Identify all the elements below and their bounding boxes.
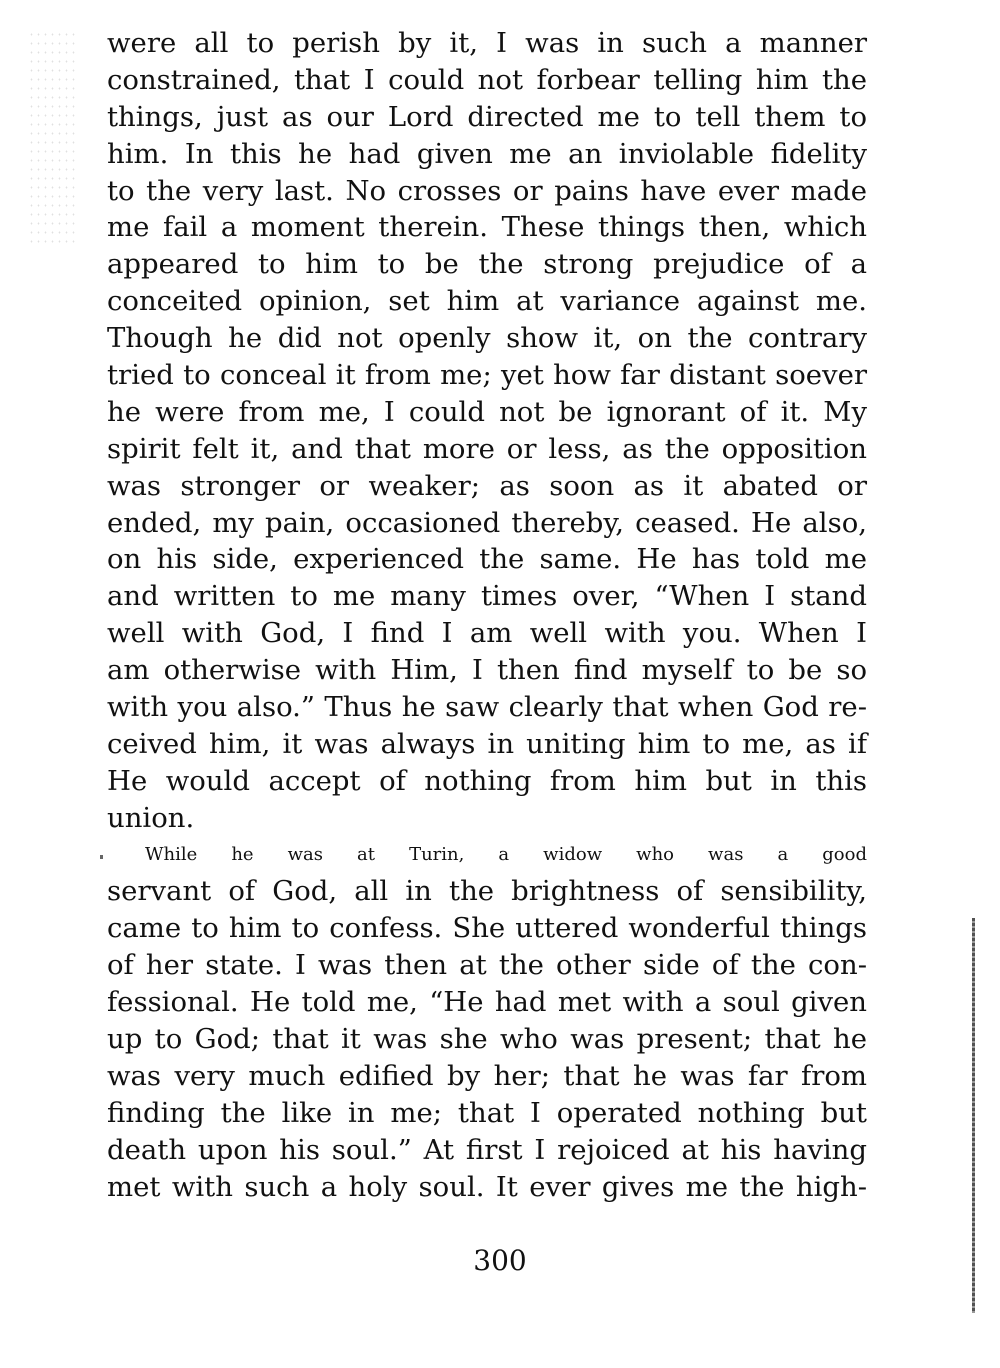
text-line: spirit felt it, and that more or less, as the opposition [107, 432, 867, 465]
text-line: conceited opinion, set him at variance against me. [107, 285, 867, 318]
text-line: servant of God, all in the brightness of sensibility, [107, 875, 867, 908]
text-line: appeared to him to be the strong prejudice of a [107, 248, 867, 281]
text-line: up to God; that it was she who was present; that he [107, 1023, 867, 1056]
text-line: on his side, experienced the same. He has told me [107, 543, 867, 576]
text-line: constrained, that I could not forbear telling him the [107, 63, 867, 96]
text-line: tried to conceal it from me; yet how far distant soever [107, 359, 867, 392]
text-line: to the very last. No crosses or pains have ever made [107, 174, 867, 207]
text-line: He would accept of nothing from him but in this [107, 764, 867, 797]
text-line: ceived him, it was always in uniting him to me, as if [107, 727, 867, 760]
text-line: of her state. I was then at the other side of the con- [107, 949, 867, 982]
body-text [107, 25, 867, 1206]
text-line: was very much edified by her; that he was far from [107, 1059, 867, 1092]
text-line: ended, my pain, occasioned thereby, ceased. He also, [107, 506, 867, 539]
text-line: death upon his soul.” At first I rejoiced at his having [107, 1133, 867, 1166]
scan-speckle [28, 30, 76, 245]
text-line: Though he did not openly show it, on the contrary [107, 322, 867, 355]
text-line: and written to me many times over, “When I stand [107, 580, 867, 613]
text-line: with you also.” Thus he saw clearly that when God re- [107, 691, 867, 724]
text-line: were all to perish by it, I was in such a manner [107, 27, 867, 59]
scan-mark [100, 855, 103, 859]
text-line: am otherwise with Him, I then find myself to be so [107, 654, 867, 687]
text-line: well with God, I find I am well with you. When I [107, 617, 867, 650]
text-line: came to him to confess. She uttered wonderful things [107, 912, 867, 945]
text-line: me fail a moment therein. These things then, which [107, 211, 867, 244]
paragraph-end-line: union. [107, 801, 195, 834]
text-line: fessional. He told me, “He had met with a soul given [107, 986, 867, 1019]
scan-edge [972, 918, 975, 1313]
page-number: 300 [473, 1244, 527, 1277]
paragraph-start-line: While he was at Turin, a widow who was a good [145, 843, 867, 865]
text-line: was stronger or weaker; as soon as it abated or [107, 469, 867, 502]
text-line: met with such a holy soul. It ever gives me the high- [107, 1170, 867, 1203]
text-line: he were from me, I could not be ignorant of it. My [107, 395, 867, 428]
text-line: finding the like in me; that I operated nothing but [107, 1096, 867, 1129]
text-line: him. In this he had given me an inviolable fidelity [107, 137, 867, 170]
text-line: things, just as our Lord directed me to tell them to [107, 100, 867, 133]
